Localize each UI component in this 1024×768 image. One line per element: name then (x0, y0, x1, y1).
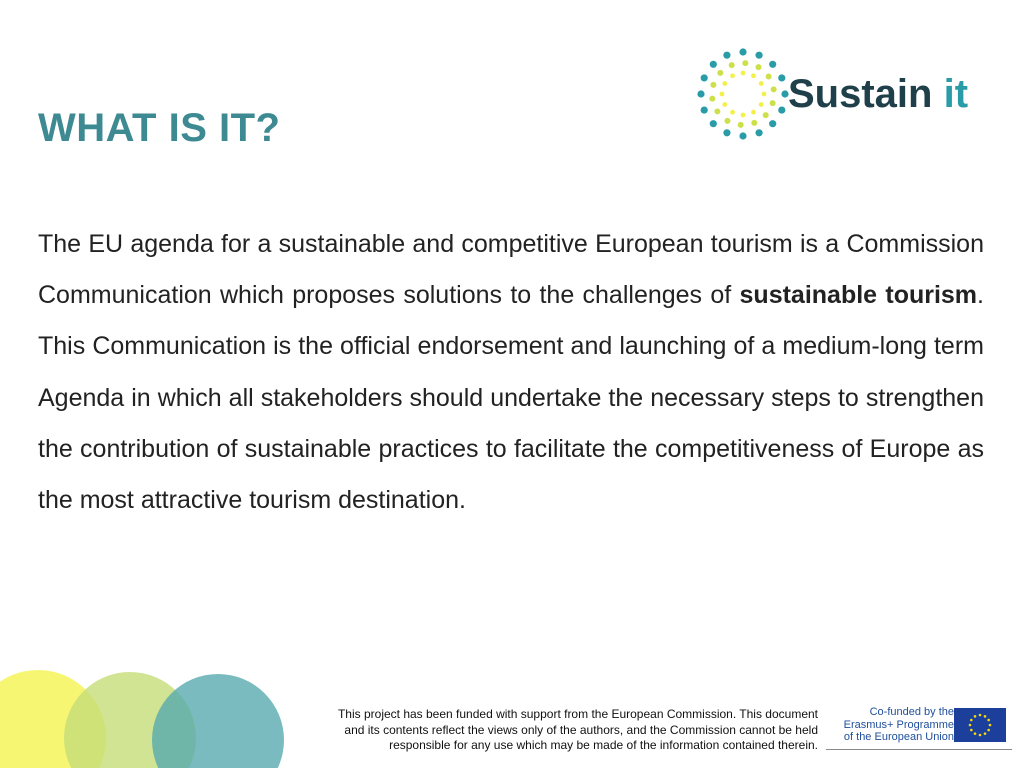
funding-disclaimer (296, 707, 818, 754)
logo-dot (720, 92, 725, 97)
logo-dot (769, 120, 776, 127)
eu-star (987, 719, 990, 722)
logo-dot (714, 108, 720, 114)
logo-dot (762, 92, 767, 97)
erasmus-line-2: Erasmus+ Programme (843, 718, 954, 731)
logo-dot (759, 102, 764, 107)
logo-dot (697, 90, 704, 97)
sunburst-dots-icon (693, 44, 793, 144)
eu-star (970, 729, 973, 732)
logo-dot (778, 106, 785, 113)
eu-star (979, 734, 982, 737)
logo-dot (771, 86, 777, 92)
erasmus-line-3: of the European Union (843, 731, 954, 743)
logo-dot (741, 71, 746, 76)
eu-star (989, 724, 992, 727)
eu-star (969, 724, 972, 727)
logo-dot (722, 81, 727, 86)
logo-dot (717, 70, 723, 76)
slide-title: WHAT IS IT? (38, 106, 281, 150)
body-text-bold: sustainable tourism (739, 281, 978, 310)
logo-dot (723, 129, 730, 136)
logo-dot (769, 61, 776, 68)
logo-wordmark (788, 69, 968, 119)
logo-dot (755, 52, 762, 59)
logo-dot (722, 102, 727, 107)
erasmus-line-1: Co-funded by the (869, 706, 954, 718)
logo-dot (739, 132, 746, 139)
eu-flag-icon (954, 708, 1006, 742)
eu-star (984, 732, 987, 735)
logo-dot (751, 110, 756, 115)
logo-dot (730, 110, 735, 115)
logo-dot (730, 73, 735, 78)
logo-dot (778, 74, 785, 81)
logo-dot (742, 60, 748, 66)
logo-underline (826, 749, 1012, 750)
body-text-part1: The EU agenda for a sustainable and competitive European tourism is a Commission Communication which proposes solutions to the challenges of (38, 230, 984, 310)
logo-dot (756, 64, 762, 70)
logo-dot (710, 120, 717, 127)
eu-star (974, 715, 977, 718)
disclaimer-line-2: and its contents reflect the views only of the authors, and the Commission cannot be held (344, 722, 818, 737)
logo-dot (763, 112, 769, 118)
logo-dot (724, 118, 730, 124)
logo-dot (751, 73, 756, 78)
logo-dot (709, 96, 715, 102)
logo-dot (701, 74, 708, 81)
eu-star (987, 729, 990, 732)
decorative-circles (0, 668, 290, 768)
body-text-part2: . This Communication is the official endorsement and launching of a medium-long term Agenda in which all stakeholders should undertake the necessary steps to strengthen the contribution of sustainable practices to facilitate the competitiveness of Europe as the most attractive tourism destination. (38, 281, 984, 515)
logo-dot (766, 74, 772, 80)
logo-dot (741, 113, 746, 118)
erasmus-cofunded-logo (826, 706, 1014, 752)
logo-dot (751, 120, 757, 126)
logo-dot (759, 81, 764, 86)
logo-word-sustain: Sustain (788, 72, 933, 116)
eu-star (984, 715, 987, 718)
sustain-it-logo (693, 44, 1003, 144)
logo-dot (755, 129, 762, 136)
eu-star (974, 732, 977, 735)
disclaimer-line-3: responsible for any use which may be made of the information contained therein. (389, 738, 818, 752)
disclaimer-line-1: This project has been funded with support from the European Commission. This document (337, 707, 818, 721)
body-paragraph (38, 219, 984, 526)
logo-word-it: it (943, 72, 969, 116)
eu-star (979, 714, 982, 717)
logo-dot (710, 82, 716, 88)
logo-dot (710, 61, 717, 68)
logo-dot (701, 106, 708, 113)
erasmus-text (834, 706, 954, 744)
eu-star (970, 719, 973, 722)
logo-dot (729, 62, 735, 68)
logo-dot (739, 48, 746, 55)
logo-dot (770, 100, 776, 106)
logo-dot (723, 52, 730, 59)
logo-dot (738, 122, 744, 128)
